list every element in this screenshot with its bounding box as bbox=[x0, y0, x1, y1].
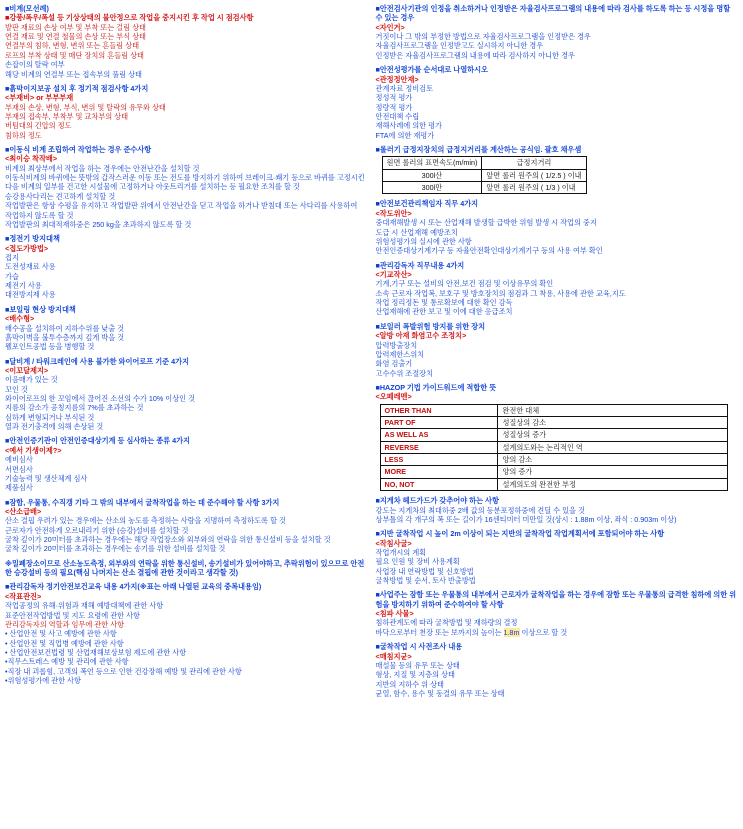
mnemonic-label: <예서 기생이제?> bbox=[5, 445, 62, 455]
note-line: 재해사례에 의한 평가 bbox=[375, 121, 442, 131]
block-heading: ■HAZOP 기법 가이드워드에 적합한 뜻 bbox=[375, 382, 497, 392]
note-line: •직무스트레스 예방 및 관리에 관한 사항 bbox=[5, 657, 129, 667]
mnemonic-label: <기교작산> bbox=[375, 269, 412, 279]
table-cell: 앞면 롤러 원주의 ( 1/2.5 ) 이내 bbox=[482, 169, 586, 181]
note-line: •직장 내 괴롭힘, 고객의 폭언 등으로 인한 건강장해 예방 및 관리에 관한 사항 bbox=[5, 666, 242, 676]
table-row bbox=[380, 417, 727, 429]
table-row bbox=[380, 441, 727, 453]
note-line: 기계,기구 또는 설비의 안전,보건 점검 및 이상유무의 확인 bbox=[375, 279, 554, 289]
mnemonic-label: <매침지균> bbox=[375, 651, 412, 661]
guideword-meaning: 양의 감소 bbox=[498, 454, 727, 466]
note-line: 안전대책 수립 bbox=[375, 111, 420, 121]
guideword-key: MORE bbox=[380, 466, 498, 478]
guideword-key: REVERSE bbox=[380, 441, 498, 453]
block-heading: ■롤러기 급정지장치의 급정지거리를 계산하는 공식임. 괄호 채우셈 bbox=[375, 145, 582, 155]
block-heading: ■굴착작업 시 사전조사 내용 bbox=[375, 642, 463, 652]
note-block bbox=[5, 305, 366, 352]
note-line: •위험성평가에 관한 사항 bbox=[5, 676, 81, 686]
mnemonic-label: <부재비> or 부부부재 bbox=[5, 93, 74, 103]
note-line: FTA에 의한 재평가 bbox=[375, 130, 435, 140]
note-line: 거짓이나 그 밖의 부정한 방법으로 자율검사프로그램을 인정받은 경우 bbox=[375, 32, 591, 42]
highlighted-value: 1.8m bbox=[503, 627, 520, 637]
block-heading: ■흙막이지보공 설치 후 정기적 점검사항 4가지 bbox=[5, 83, 149, 93]
table-row bbox=[380, 404, 727, 416]
note-line: 지름의 감소가 공칭지름의 7%를 초과하는 것 bbox=[5, 403, 144, 413]
mnemonic-label: <최이승 착작배> bbox=[5, 154, 58, 164]
block-heading: ■안전성평가를 순서대로 나열하시오 bbox=[375, 65, 488, 75]
note-block bbox=[376, 529, 739, 585]
note-line: 압력방출장치 bbox=[375, 340, 418, 350]
note-line: 고수수위 조절장치 bbox=[375, 368, 434, 378]
note-block bbox=[376, 642, 739, 698]
note-line: 가습 bbox=[5, 271, 19, 281]
note-block bbox=[376, 322, 739, 378]
table-cell: 300l만 bbox=[382, 182, 482, 194]
note-line: 인정받은 자율검사프로그램의 내용에 따라 검사하지 아니한 경우 bbox=[375, 50, 575, 60]
note-line: 작업발판은 항상 수평을 유지하고 작업발판 위에서 안전난간을 딛고 작업을 하거나 받침대 또는 사다리를 사용하여 작업하지 않도록 할 것 bbox=[5, 201, 358, 220]
guideword-key: PART OF bbox=[380, 417, 498, 429]
table-row bbox=[380, 478, 727, 490]
note-block bbox=[376, 145, 739, 194]
note-line: 매설물 등의 유무 또는 상태 bbox=[375, 660, 460, 670]
block-heading: ■비계(모선례) bbox=[5, 4, 49, 13]
note-line: 상부틀의 각 개구의 폭 또는 길이가 16센티미터 미만일 것(상시 : 1.88m 이상, 좌식 : 0.903m 이상) bbox=[375, 514, 677, 524]
note-line: 자율검사프로그램을 인정받고도 실시하지 아니한 경우 bbox=[375, 41, 544, 51]
note-line: 배수공을 설치하여 지하수위를 낮출 것 bbox=[5, 323, 125, 333]
block-heading: ■정전기 방지대책 bbox=[5, 234, 60, 244]
note-line: 표준안전작업방법 및 지도 요령에 관한 사항 bbox=[5, 610, 140, 620]
note-line: 비계의 최상부에서 작업을 하는 경우에는 안전난간을 설치할 것 bbox=[5, 163, 200, 173]
note-line: 침하관계도에 따라 굴착방법 및 재하량의 결정 bbox=[375, 618, 518, 628]
note-line: 작업 정리정돈 및 통로확보에 대한 확인 감독 bbox=[375, 298, 513, 308]
note-line: • 산업안전 및 사고 예방에 관한 사항 bbox=[5, 629, 117, 639]
note-line: 버팀대의 긴압의 정도 bbox=[5, 121, 72, 131]
note-block bbox=[5, 234, 366, 300]
note-line: 중대재해발생 시 또는 산업재해 발생할 급박한 위험 발생 시 작업의 중지 bbox=[375, 218, 597, 228]
note-line: 안전인증대상기계기구 등 자율안전확인대상기계기구 등의 사용 여부 확인 bbox=[375, 246, 603, 256]
block-heading: ■관리감독자 정기안전보건교육 내용 4가지(※표는 아래 나열된 교육의 중복내용임) bbox=[5, 582, 262, 592]
block-heading: ■지반 굴착작업 시 높이 2m 이상이 되는 지반의 굴착작업 작업계획서에 포함되어야 하는 사항 bbox=[375, 529, 665, 539]
left-column bbox=[5, 4, 372, 829]
note-line: 관리감독자의 역할과 임무에 관한 사항 bbox=[5, 619, 125, 629]
note-block bbox=[376, 496, 739, 524]
note-line: 지반의 지하수 위 상태 bbox=[375, 679, 444, 689]
note-block bbox=[5, 4, 366, 79]
block-heading: ■보일링 현상 방지대책 bbox=[5, 304, 76, 314]
mnemonic-label: <침파 사물> bbox=[375, 609, 414, 619]
mnemonic-label: <알방 아재 화염고수 조정치> bbox=[375, 331, 467, 341]
note-line: 사업장 내 연락방법 및 신호방법 bbox=[375, 566, 474, 576]
table-cell: 300l산 bbox=[382, 169, 482, 181]
note-line: 정성적 평가 bbox=[375, 93, 413, 103]
note-line: 굴착 깊이가 20미터를 초과하는 경우에는 해당 작업장소와 외부와의 연락을 위한 통신설비 등을 설치할 것 bbox=[5, 535, 331, 545]
note-block bbox=[376, 199, 739, 255]
note-line: 침하의 정도 bbox=[5, 130, 42, 140]
note-line: 이동식비계의 바퀴에는 뜻밖의 갑작스러운 이동 또는 전도를 방지하기 위하여 브레이크·쐐기 등으로 바퀴를 고정시킨 다음 비계의 일부를 건고한 시설물에 고정하거나 아웃트리거를 설치하는 등 필요한 조치를 할 것 bbox=[5, 173, 365, 192]
block-heading: ■보일러 폭발위험 방지를 위한 장치 bbox=[375, 321, 486, 331]
note-line: 제품심사 bbox=[5, 483, 33, 493]
guideword-meaning: 성질상의 감소 bbox=[498, 417, 727, 429]
table-header-cell: 급정지거리 bbox=[482, 157, 586, 169]
note-line: 심하게 변형되거나 부식된 것 bbox=[5, 412, 95, 422]
note-line: 부재의 손상, 변형, 부식, 변위 및 탈락의 유무와 상태 bbox=[5, 102, 166, 112]
note-line: 형상, 지질 및 지층의 상태 bbox=[375, 670, 455, 680]
block-heading: ■안전인증기관이 안전인증대상기계 등 심사하는 종류 4가지 bbox=[5, 436, 190, 446]
note-block bbox=[376, 261, 739, 317]
guideword-meaning: 양의 증가 bbox=[498, 466, 727, 478]
mnemonic-label: <작침사굴> bbox=[375, 538, 412, 548]
note-line: 작업발판의 최대적재하중은 250 kg을 초과하지 않도록 할 것 bbox=[5, 219, 192, 229]
note-line: 대전방지제 사용 bbox=[5, 290, 56, 300]
block-heading: ■사업주는 잠함 또는 우물통의 내부에서 근로자가 굴착작업을 하는 경우에 잠함 또는 우물통의 급격한 침하에 의한 위험을 방지하기 위하여 준수하여야 할 사항 bbox=[375, 590, 737, 609]
guideword-meaning: 설계의도의 완전한 부정 bbox=[498, 478, 727, 490]
note-line: 관계자료 정비검토 bbox=[375, 83, 434, 93]
note-line: 바닥으로부터 천장 또는 보까지의 높이는 1.8m 이상으로 할 것 bbox=[375, 627, 568, 637]
guideword-key: LESS bbox=[380, 454, 498, 466]
mnemonic-label: <산소급배> bbox=[5, 506, 42, 516]
note-block bbox=[5, 582, 366, 685]
table-row bbox=[382, 169, 586, 181]
note-line: 균열, 함수, 용수 및 동결의 유무 또는 상태 bbox=[375, 689, 505, 698]
note-block bbox=[376, 65, 739, 140]
note-line: 접지 bbox=[5, 252, 19, 262]
table-row bbox=[380, 454, 727, 466]
right-column bbox=[372, 4, 739, 829]
note-line: 와이어로프의 한 꼬임에서 끊어진 소선의 수가 10% 이상인 것 bbox=[5, 394, 196, 404]
note-block bbox=[376, 590, 739, 637]
note-line: 강도는 지게차의 최대하중 2배 값의 등분포정하중에 견딜 수 있을 것 bbox=[375, 505, 585, 515]
block-heading: ■이동식 비계 조립하여 작업하는 경우 준수사항 bbox=[5, 145, 152, 155]
note-line: 산소 결핍 우려가 있는 경우에는 산소의 농도를 측정하는 사람을 지명하여 측정하도록 할 것 bbox=[5, 516, 286, 526]
block-heading: ■지게차 헤드가드가 갖추어야 하는 사항 bbox=[375, 496, 499, 506]
note-line: 승강용사다리는 견고하게 설치할 것 bbox=[5, 191, 116, 201]
note-line: 위험성평가의 실시에 관한 사항 bbox=[375, 236, 472, 246]
mnemonic-label: <이꼬달제지> bbox=[5, 365, 49, 375]
hazop-guideword-table bbox=[380, 404, 728, 492]
note-line: 꼬인 것 bbox=[5, 384, 28, 394]
note-block bbox=[5, 84, 366, 140]
block-heading: ■달비계 / 타워크레인에 사용 불가한 와이어로프 기준 4가지 bbox=[5, 356, 190, 366]
table-row bbox=[382, 182, 586, 194]
mnemonic-label: <오페레멘> bbox=[375, 392, 412, 402]
note-line: 예비심사 bbox=[5, 455, 33, 465]
note-block bbox=[376, 4, 739, 60]
guideword-meaning: 설계의도와는 논리적인 역 bbox=[498, 441, 727, 453]
note-line: 화염 검출기 bbox=[375, 359, 413, 369]
note-block bbox=[5, 559, 366, 578]
mnemonic-label: <접도가방법> bbox=[5, 243, 49, 253]
note-line: 도급 시 산업재해 예방조치 bbox=[375, 227, 458, 237]
note-line: 발판 재료의 손상 여부 및 부착 또는 걸림 상태 bbox=[5, 22, 146, 32]
note-line: 작업개시의 계획 bbox=[375, 547, 427, 557]
block-heading: ■안전검사기관의 인정을 취소하거나 인정받은 자율검사프로그램의 내용에 따라 검사를 하도록 하는 등 시정을 명할 수 있는 경우 bbox=[375, 4, 731, 23]
guideword-key: AS WELL AS bbox=[380, 429, 498, 441]
note-block bbox=[5, 436, 366, 492]
note-block bbox=[5, 498, 366, 554]
note-line: 해당 비계의 연결부 또는 접속부의 풀림 상태 bbox=[5, 69, 142, 79]
note-line: 정량적 평가 bbox=[375, 102, 413, 112]
note-block bbox=[5, 357, 366, 432]
table-header-row bbox=[382, 157, 586, 169]
mnemonic-label: <자인거> bbox=[375, 22, 405, 32]
table-row bbox=[380, 429, 727, 441]
note-block bbox=[376, 383, 739, 491]
table-header-cell: 원면 롤러의 표면속도(m/min) bbox=[382, 157, 482, 169]
note-line: 웰포인트공법 등을 병행할 것 bbox=[5, 342, 95, 352]
guideword-meaning: 성질상의 증가 bbox=[498, 429, 727, 441]
guideword-meaning: 완전한 대체 bbox=[498, 404, 727, 416]
note-line: 손잡이의 탈락 여부 bbox=[5, 60, 65, 70]
block-heading: ■잠함, 우물통, 수직갱 기타 그 밖의 내부에서 굴착작업을 하는 데 준수해야 할 사항 3가지 bbox=[5, 497, 280, 507]
table-row bbox=[380, 466, 727, 478]
block-heading: ■안전보건관리책임자 직무 4가지 bbox=[375, 199, 479, 209]
note-line: 흙막이벽을 불투수층까지 깊게 박을 것 bbox=[5, 332, 125, 342]
mnemonic-label: <배수형> bbox=[5, 314, 35, 324]
mnemonic-label: <작도위안> bbox=[375, 208, 412, 218]
note-line: 로프의 부착 상태 및 매단 장치의 흔들림 상태 bbox=[5, 50, 144, 60]
note-line: 압력제한스위치 bbox=[375, 349, 425, 359]
block-heading: ■관리감독자 직무내용 4가지 bbox=[375, 260, 465, 270]
note-line: 연결부의 침하, 변형, 변위 또는 흔들림 상태 bbox=[5, 41, 140, 51]
note-line: 도전성재료 사용 bbox=[5, 262, 56, 272]
note-line: • 산업안전 및 직업병 예방에 관한 사항 bbox=[5, 638, 124, 648]
guideword-key: NO, NOT bbox=[380, 478, 498, 490]
mnemonic-label: <관정정안재> bbox=[375, 74, 419, 84]
note-line: 부재의 접속부, 부착부 및 교차부의 상태 bbox=[5, 111, 129, 121]
mnemonic-label: ■강풍/폭우/폭설 등 기상상태의 불안정으로 작업을 중지시킨 후 작업 시 점검사항 bbox=[5, 13, 254, 23]
note-line: 산업재해에 관한 보고 및 이에 대한 응급조치 bbox=[375, 307, 513, 317]
note-line: 근로자가 안전하게 오르내리기 위한 (승강)설비를 설치할 것 bbox=[5, 525, 189, 535]
note-block bbox=[5, 145, 366, 229]
note-line: 열과 전기충격에 의해 손상된 것 bbox=[5, 422, 104, 432]
note-line: 굴착 깊이가 20미터를 초과하는 경우에는 송기를 위한 설비를 설치할 것 bbox=[5, 544, 226, 554]
mnemonic-label: <작표관진> bbox=[5, 591, 42, 601]
table-cell: 앞면 롤러 원주의 ( 1/3 ) 이내 bbox=[482, 182, 586, 194]
note-line: 기술능력 및 생산체계 심사 bbox=[5, 473, 88, 483]
note-line: 서면심사 bbox=[5, 464, 33, 474]
note-line: 연결 재료 및 연결 철물의 손상 또는 부식 상태 bbox=[5, 32, 146, 42]
note-line: 제전기 사용 bbox=[5, 281, 42, 291]
note-line: 작업공정의 유해·위험과 재해 예방대책에 관한 사항 bbox=[5, 601, 164, 611]
note-line: 굴착방법 및 순서, 토사 반출방법 bbox=[375, 576, 476, 586]
guideword-key: OTHER THAN bbox=[380, 404, 498, 416]
note-line: 소속 근로자 작업복, 보호구 및 방호장치의 점검과 그 착용, 사용에 관한 교육,지도 bbox=[375, 288, 626, 298]
note-line: 필요 인원 및 장비 사용계획 bbox=[375, 557, 460, 567]
formula-table bbox=[382, 156, 587, 194]
block-heading: ※밀폐장소이므로 산소농도측정, 외부와의 연락을 위한 통신설비, 송기설비가 있어야하고, 추락위험이 있으므로 안전한 승강설비 등의 필요(핵심 나머지는 산소 결핍에 관한 것이라고 생각할 것) bbox=[5, 558, 365, 578]
note-line: • 산업안전보건법령 및 산업재해보상보험 제도에 관한 사항 bbox=[5, 648, 187, 657]
note-line: 이음매가 있는 것 bbox=[5, 375, 58, 385]
